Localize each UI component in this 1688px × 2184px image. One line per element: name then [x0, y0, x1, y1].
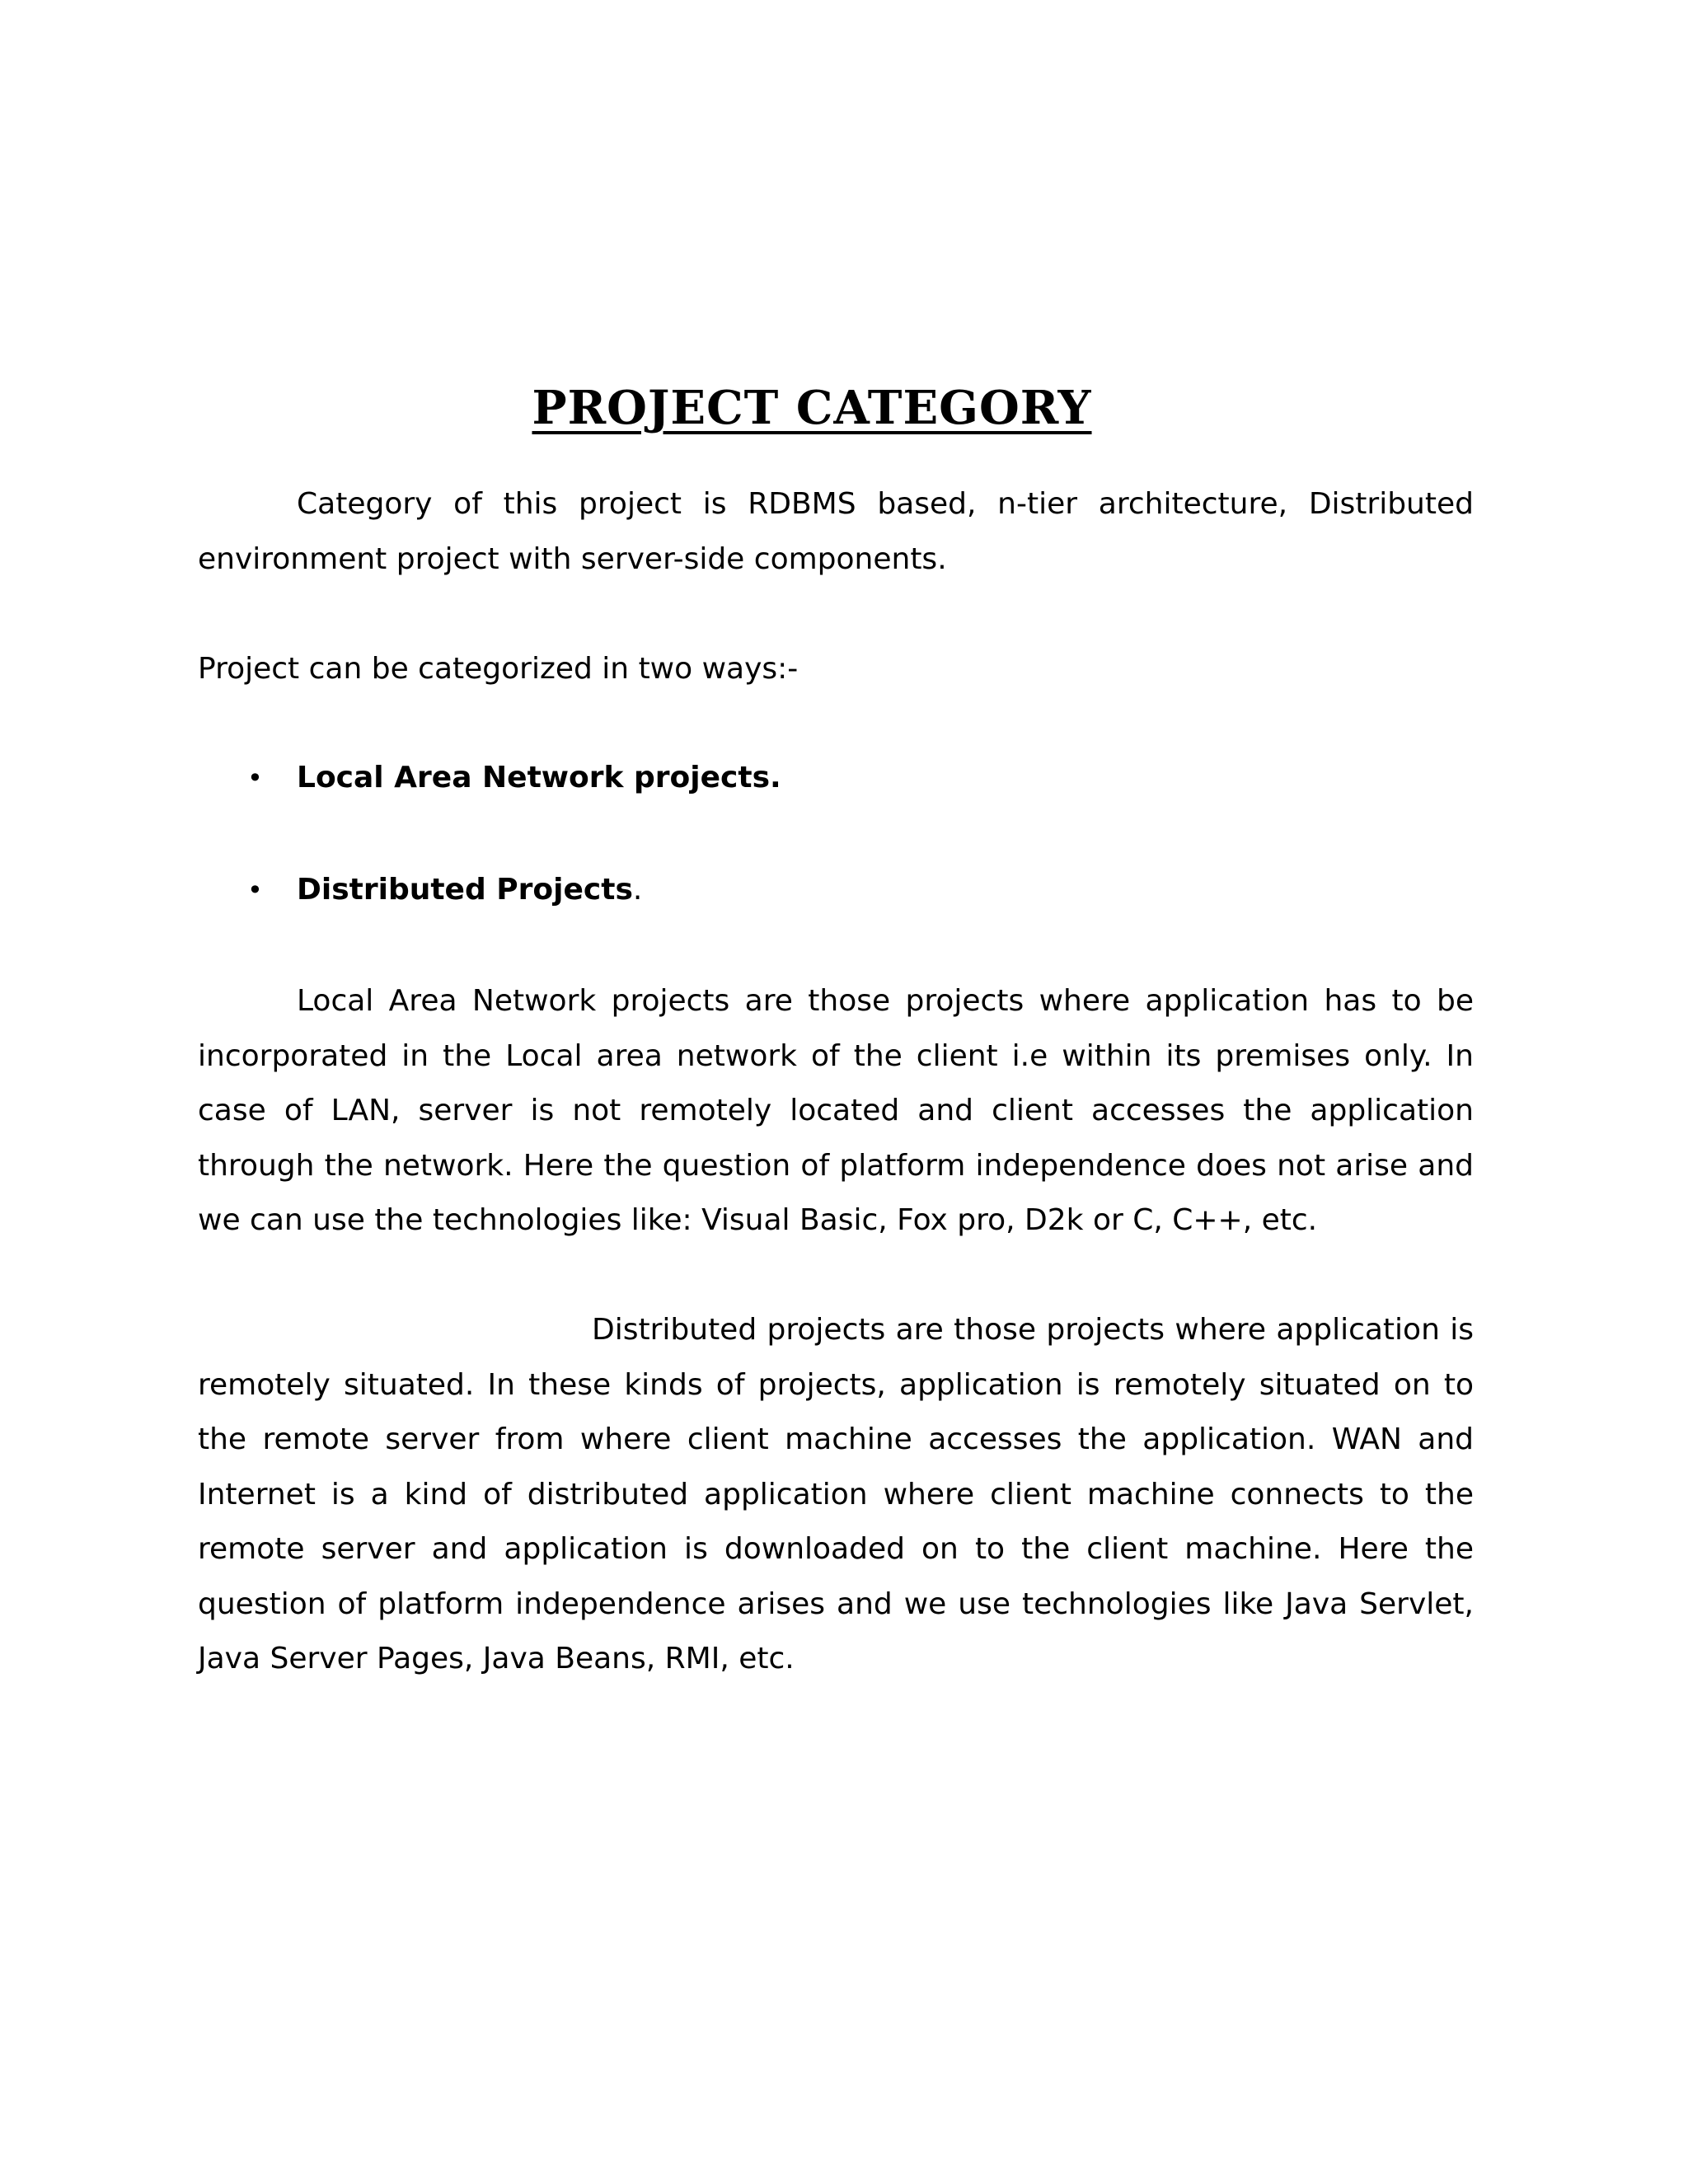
intro-paragraph: Category of this project is RDBMS based, n-tier architecture, Distributed environment project with server-side components.	[198, 487, 1474, 576]
bullet-item-lan	[198, 751, 1474, 805]
lead-in-text: Project can be categorized in two ways:-	[198, 652, 799, 686]
bullet-label: Distributed Projects	[297, 873, 633, 907]
bullet-item-distributed	[198, 863, 1474, 917]
bullet-label: Local Area Network projects.	[297, 761, 781, 794]
bullet-trailing: .	[632, 873, 643, 907]
page-title: PROJECT CATEGORY	[532, 381, 1092, 435]
bullet-icon: •	[247, 874, 263, 906]
distributed-paragraph: Distributed projects are those projects where application is remotely situated. In these kinds of projects, application is remotely situated on to the remote server from where client machine accesses the application. WAN and Internet is a kind of distributed application where client machine connects to the remote server and application is downloaded on to the client machine. Here the question of platform independence arises and we use technologies like Java Servlet, Java Server Pages, Java Beans, RMI, etc.	[198, 1313, 1474, 1675]
bullet-icon: •	[247, 762, 263, 794]
lan-paragraph: Local Area Network projects are those projects where application has to be incorporated in the Local area network of the client i.e within its premises only. In case of LAN, server is not remotely located and client accesses the application through the network. Here the question of platform independence does not arise and we can use the technologies like: Visual Basic, Fox pro, D2k or C, C++, etc.	[198, 984, 1474, 1237]
